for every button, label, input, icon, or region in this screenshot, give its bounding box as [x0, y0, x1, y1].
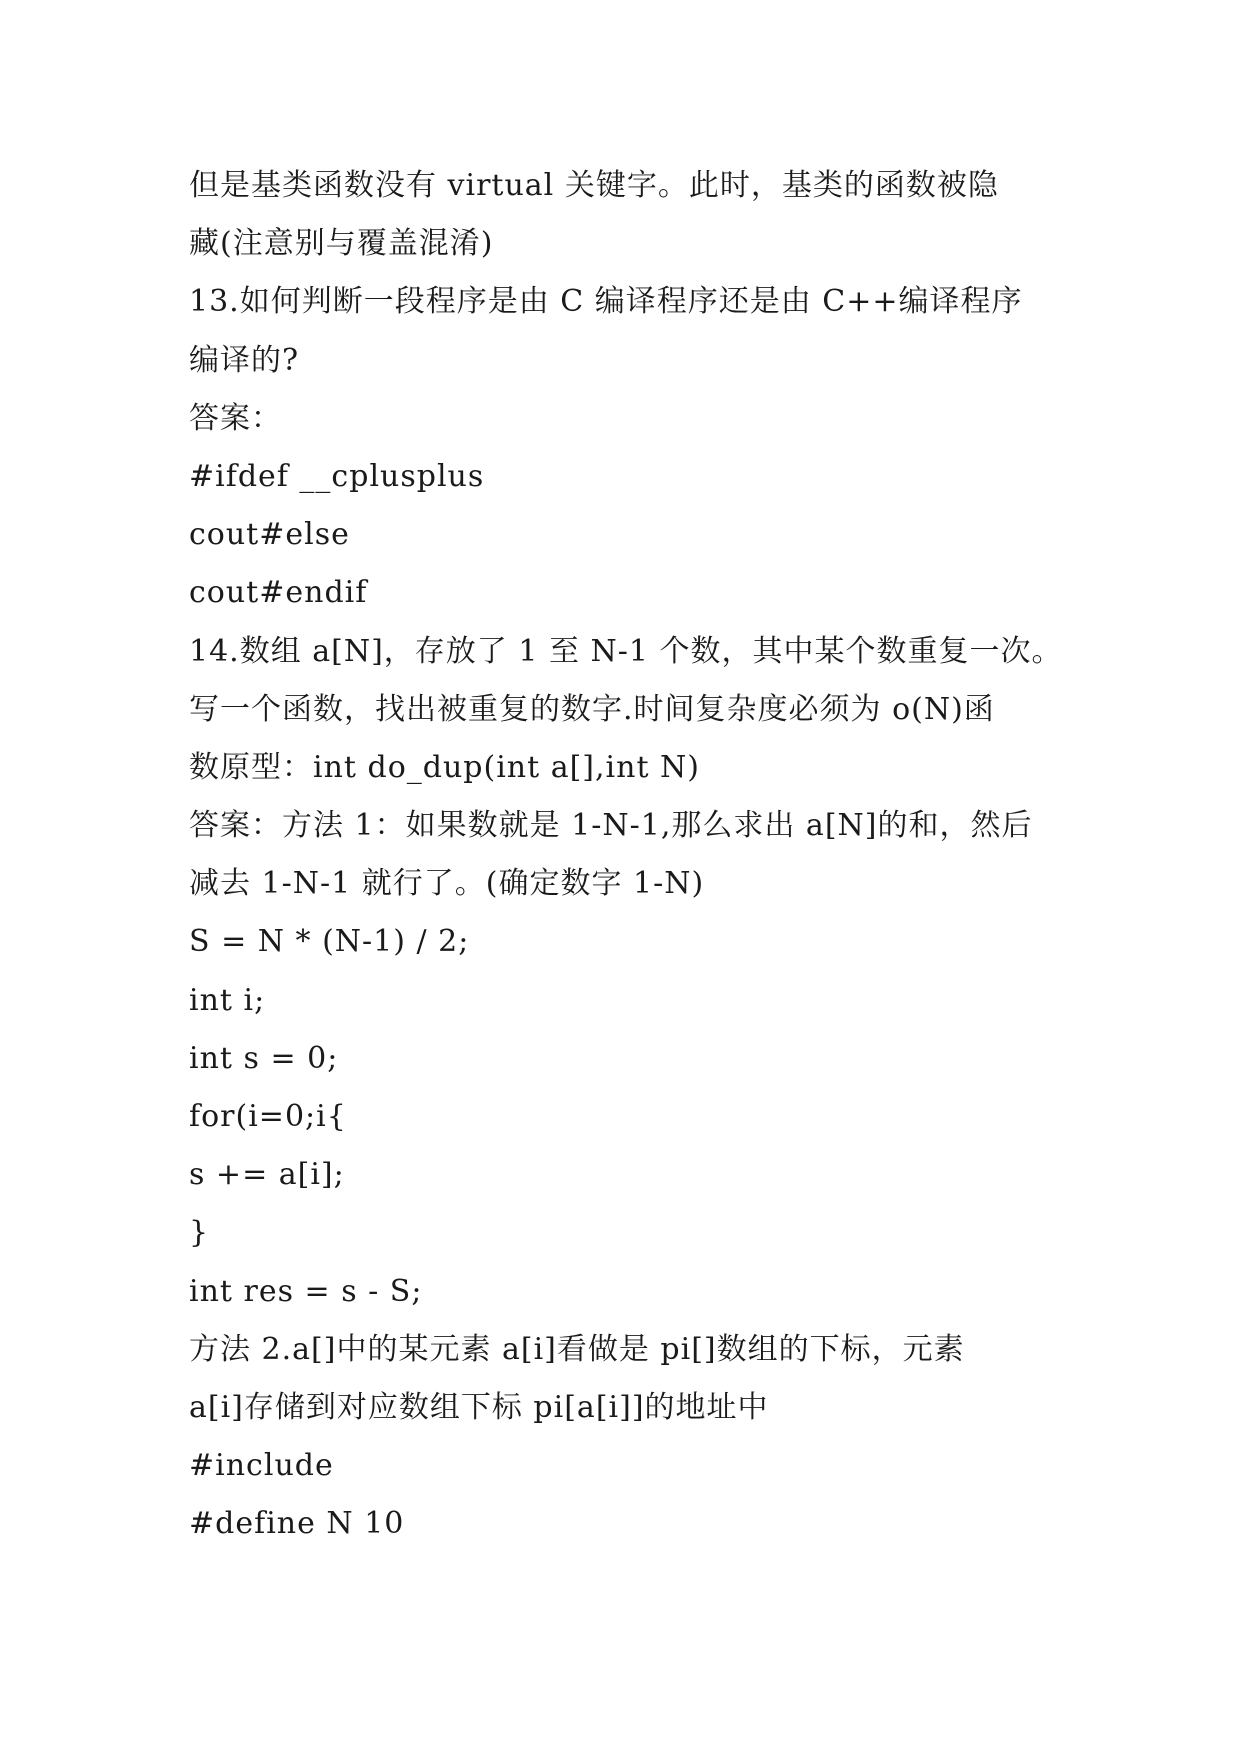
document-body	[189, 157, 1069, 1554]
code-line: S = N * (N-1) / 2;	[189, 924, 470, 960]
text-line: a[i]存储到对应数组下标 pi[a[i]]的地址中	[189, 1389, 769, 1425]
code-line: cout#else	[189, 517, 350, 553]
text-line: 方法 2.a[]中的某元素 a[i]看做是 pi[]数组的下标，元素	[189, 1331, 965, 1367]
question-heading: 14.数组 a[N]，存放了 1 至 N-1 个数，其中某个数重复一次。	[189, 633, 1063, 669]
code-line: #ifdef __cplusplus	[189, 458, 485, 494]
code-line: #include	[189, 1448, 334, 1484]
code-line: int s = 0;	[189, 1040, 339, 1076]
code-line: s += a[i];	[189, 1157, 345, 1193]
text-line: 藏(注意别与覆盖混淆)	[189, 226, 494, 262]
code-line: int i;	[189, 982, 266, 1018]
code-line: for(i=0;i{	[189, 1099, 347, 1134]
code-line: cout#endif	[189, 575, 368, 611]
code-line: int res = s - S;	[189, 1273, 423, 1309]
text-line: 但是基类函数没有 virtual 关键字。此时，基类的函数被隐	[189, 168, 999, 203]
answer-label: 答案：	[189, 400, 282, 436]
text-line: 写一个函数，找出被重复的数字.时间复杂度必须为 o(N)函	[189, 691, 995, 727]
text-line: 数原型：int do_dup(int a[],int N)	[189, 749, 701, 785]
text-line: 减去 1-N-1 就行了。(确定数字 1-N)	[189, 866, 705, 902]
code-line: }	[189, 1215, 210, 1251]
question-heading: 13.如何判断一段程序是由 C 编译程序还是由 C++编译程序	[189, 284, 1023, 320]
code-line: #define N 10	[189, 1506, 405, 1542]
answer-label: 答案：方法 1：如果数就是 1-N-1,那么求出 a[N]的和，然后	[189, 808, 1033, 844]
text-line: 编译的?	[189, 342, 300, 378]
